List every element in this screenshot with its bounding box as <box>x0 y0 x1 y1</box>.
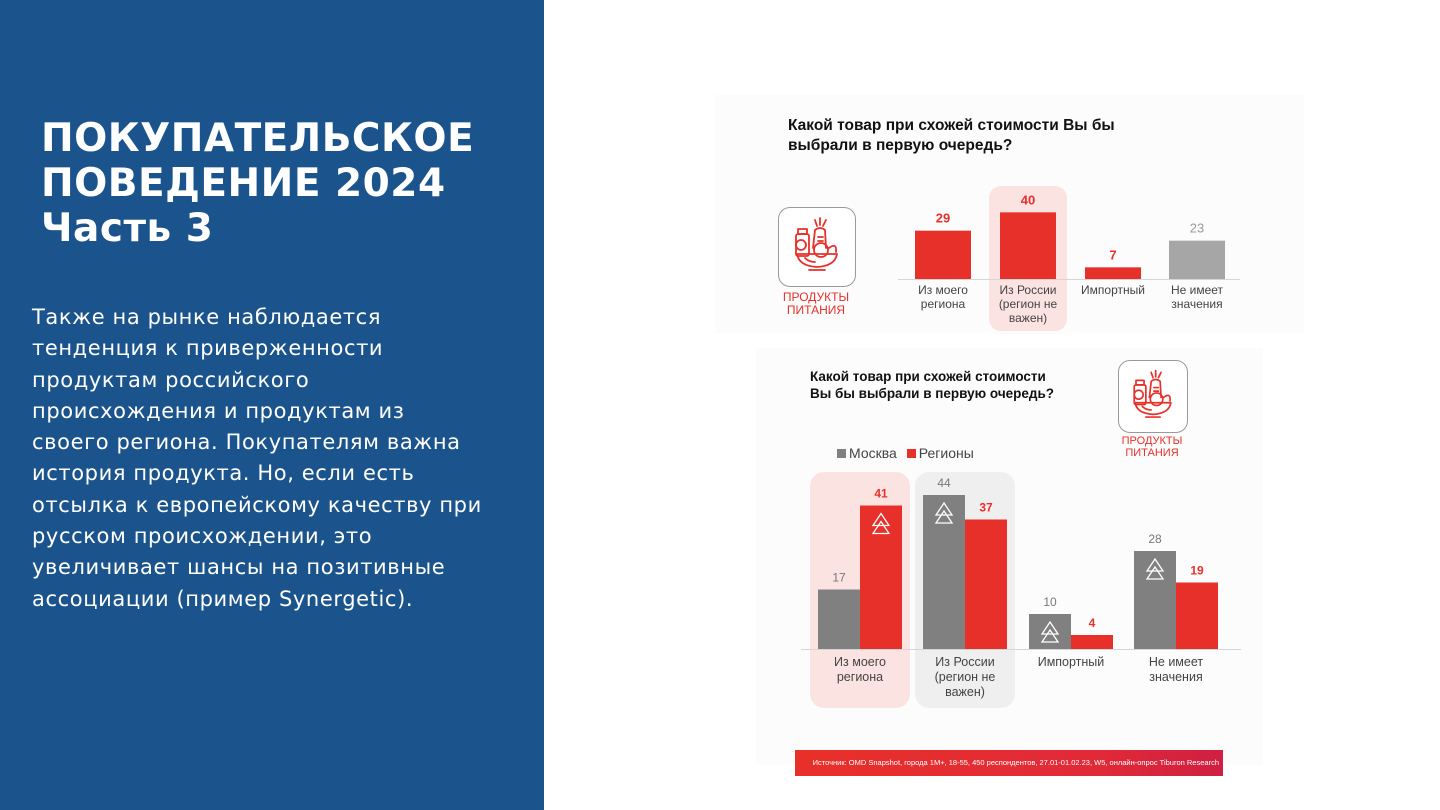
bar-regions <box>1176 583 1218 650</box>
body-line: увеличивает шансы на позитивные <box>32 555 446 580</box>
category-label: Из моего <box>834 655 886 669</box>
legend-label: Регионы <box>918 445 974 461</box>
category-label: важен) <box>1008 311 1048 325</box>
bar <box>1169 241 1225 279</box>
category-label: Не имеет <box>1148 655 1204 669</box>
category-label: Из моего <box>918 283 968 297</box>
legend-label: Москва <box>849 445 897 461</box>
body-line: происхождения и продуктам из <box>32 398 405 423</box>
icon-label-line: ПИТАНИЯ <box>1125 447 1179 459</box>
body-line: продуктам российского <box>32 367 310 392</box>
icon-label-line: ПРОДУКТЫ <box>1121 435 1183 447</box>
bar-regions <box>965 520 1007 650</box>
bar-regions <box>1071 635 1113 649</box>
bar <box>1085 267 1141 279</box>
slide-title <box>41 116 474 251</box>
category-label: Не имеет <box>1170 283 1224 297</box>
data-label: 44 <box>937 476 951 490</box>
category-label: значения <box>1149 670 1203 684</box>
body-line: история продукта. Но, если есть <box>32 461 415 486</box>
icon-label-line: ПРОДУКТЫ <box>782 290 850 304</box>
chart-title-line: Какой товар при схожей стоимости Вы бы <box>788 117 1115 134</box>
chart-title-line: Какой товар при схожей стоимости <box>810 369 1046 384</box>
title-line: ПОВЕДЕНИЕ 2024 <box>41 161 446 206</box>
body-text <box>32 302 522 615</box>
data-label: 19 <box>1190 563 1204 578</box>
category-label: региона <box>836 670 884 684</box>
data-label: 41 <box>874 486 888 501</box>
category-label: Из России <box>999 283 1057 297</box>
category-label: Из России <box>935 655 995 669</box>
chart-plot <box>756 348 1263 765</box>
data-label: 40 <box>1020 192 1036 208</box>
category-label: значения <box>1171 297 1223 311</box>
data-label: 23 <box>1189 220 1205 236</box>
bar-moscow <box>1029 614 1071 649</box>
data-label: 37 <box>979 500 993 515</box>
data-label: 4 <box>1088 616 1096 630</box>
body-line: ассоциации (пример Synergetic). <box>32 586 414 611</box>
chart-plot <box>715 95 1304 334</box>
data-label: 29 <box>935 210 951 226</box>
category-label: (регион не <box>934 670 996 684</box>
bar-moscow <box>818 590 860 650</box>
icon-label-line: ПИТАНИЯ <box>786 303 846 317</box>
data-label: 10 <box>1043 595 1057 609</box>
left-panel <box>0 0 544 810</box>
bar-regions <box>860 506 902 650</box>
category-label: (регион не <box>998 297 1058 311</box>
body-line: тенденция к приверженности <box>32 336 384 361</box>
bar <box>1000 212 1056 279</box>
title-line: ПОКУПАТЕЛЬСКОЕ <box>41 116 475 161</box>
body-line: русском происхождении, это <box>32 524 373 549</box>
chart-overall <box>715 95 1304 334</box>
chart-title-line: выбрали в первую очередь? <box>788 137 1013 154</box>
title-line: Часть 3 <box>41 206 214 251</box>
category-label: Импортный <box>1037 655 1105 669</box>
chart-title-line: Вы бы выбрали в первую очередь? <box>810 386 1055 401</box>
body-line: Также на рынке наблюдается <box>32 305 382 329</box>
category-label: важен) <box>945 685 985 699</box>
source-note: Источник: OMD Snapshot, города 1M+, 18-55, 450 респондентов, 27.01-01.02.23, W5, онлайн-опрос Tiburon Research <box>795 750 1223 776</box>
bar-moscow <box>923 495 965 649</box>
bar-moscow <box>1134 551 1176 649</box>
category-label: региона <box>920 297 966 311</box>
data-label: 28 <box>1148 532 1162 546</box>
bar <box>915 231 971 279</box>
body-line: отсылка к европейскому качеству при <box>32 492 482 517</box>
data-label: 7 <box>1109 247 1117 263</box>
category-label: Импортный <box>1081 283 1145 297</box>
data-label: 17 <box>832 570 846 585</box>
body-line: своего региона. Покупателям важна <box>32 430 461 455</box>
chart-moscow-vs-regions <box>756 348 1263 765</box>
